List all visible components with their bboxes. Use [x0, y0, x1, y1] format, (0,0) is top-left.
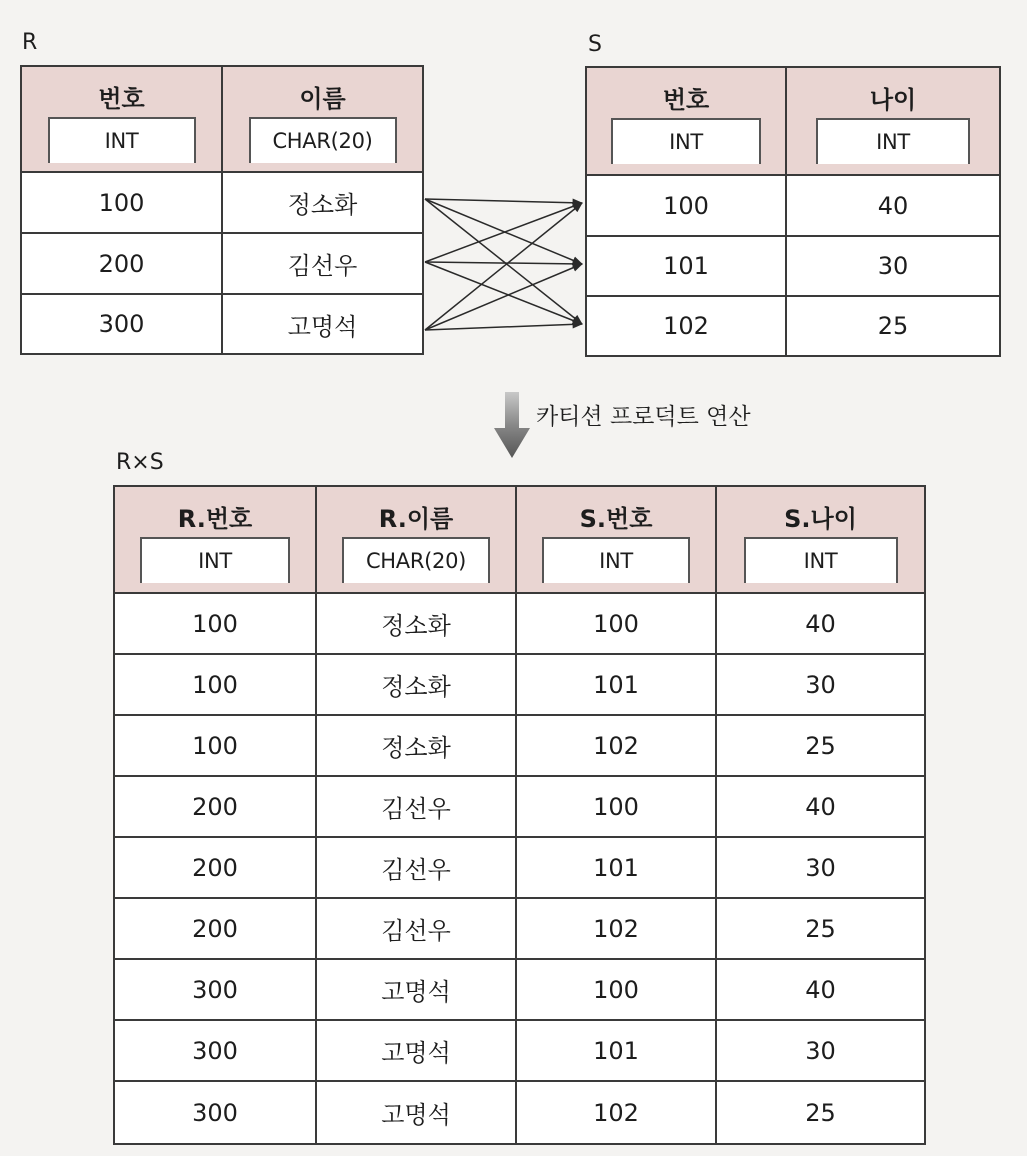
s-col-name: 번호	[662, 86, 710, 114]
result-cell: 25	[716, 898, 925, 959]
result-col-type: INT	[140, 537, 290, 583]
result-cell: 100	[516, 959, 716, 1020]
result-label: R×S	[116, 450, 164, 475]
s-cell: 30	[786, 236, 1000, 296]
result-cell: 101	[516, 837, 716, 898]
r-col-type: INT	[48, 117, 196, 163]
result-cell: 30	[716, 837, 925, 898]
result-cell: 101	[516, 1020, 716, 1081]
r-cell: 정소화	[222, 172, 423, 233]
r-col-name: 번호	[98, 85, 145, 113]
arrow-r2-s2	[425, 262, 582, 264]
r-col-name: 이름	[299, 85, 346, 113]
result-cell: 고명석	[316, 959, 516, 1020]
result-cell: 25	[716, 715, 925, 776]
result-header-cell	[516, 486, 716, 593]
result-cell: 30	[716, 1020, 925, 1081]
arrow-r3-s1	[425, 203, 582, 330]
result-cell: 300	[114, 959, 316, 1020]
result-col-name: S.번호	[579, 505, 653, 533]
result-cell: 100	[516, 776, 716, 837]
result-cell: 102	[516, 1081, 716, 1144]
result-cell: 300	[114, 1020, 316, 1081]
result-row	[114, 715, 925, 776]
s-cell: 100	[586, 175, 786, 236]
result-cell: 100	[114, 654, 316, 715]
result-row	[114, 898, 925, 959]
result-cell: 김선우	[316, 898, 516, 959]
operation-arrow-icon	[494, 392, 530, 458]
r-cell: 고명석	[222, 294, 423, 354]
result-cell: 102	[516, 898, 716, 959]
s-cell: 102	[586, 296, 786, 356]
result-header-cell	[716, 486, 925, 593]
result-cell: 200	[114, 776, 316, 837]
result-col-name: R.이름	[378, 505, 454, 533]
result-cell: 정소화	[316, 715, 516, 776]
result-header-cell	[114, 486, 316, 593]
arrow-r1-s1	[425, 199, 582, 203]
result-cell: 300	[114, 1081, 316, 1144]
result-cell: 정소화	[316, 593, 516, 654]
s-cell: 101	[586, 236, 786, 296]
s-col-type: INT	[611, 118, 761, 164]
r-col-type: CHAR(20)	[249, 117, 397, 163]
result-cell: 40	[716, 593, 925, 654]
result-cell: 40	[716, 959, 925, 1020]
result-col-type: INT	[542, 537, 690, 583]
arrow-r2-s1	[425, 203, 582, 262]
result-cell: 고명석	[316, 1081, 516, 1144]
result-row	[114, 1020, 925, 1081]
relation-r-label: R	[22, 30, 38, 55]
s-col-name: 나이	[869, 86, 917, 114]
result-row	[114, 654, 925, 715]
result-cell: 100	[516, 593, 716, 654]
result-cell: 30	[716, 654, 925, 715]
result-row	[114, 776, 925, 837]
s-col-type: INT	[816, 118, 970, 164]
result-cell: 40	[716, 776, 925, 837]
r-cell: 김선우	[222, 233, 423, 294]
result-col-type: CHAR(20)	[342, 537, 490, 583]
result-cell: 김선우	[316, 837, 516, 898]
result-table	[113, 485, 926, 1145]
arrow-r1-s2	[425, 199, 582, 264]
r-cell: 300	[21, 294, 222, 354]
result-header-cell	[316, 486, 516, 593]
result-cell: 200	[114, 837, 316, 898]
result-cell: 김선우	[316, 776, 516, 837]
result-cell: 25	[716, 1081, 925, 1144]
arrow-r2-s3	[425, 262, 582, 324]
relation-s-label: S	[588, 32, 602, 57]
result-row	[114, 1081, 925, 1144]
operation-label: 카티션 프로덕트 연산	[536, 404, 751, 430]
result-col-type: INT	[744, 537, 898, 583]
result-row	[114, 959, 925, 1020]
result-row	[114, 593, 925, 654]
s-cell: 25	[786, 296, 1000, 356]
result-col-name: S.나이	[784, 505, 857, 533]
r-cell: 200	[21, 233, 222, 294]
result-cell: 고명석	[316, 1020, 516, 1081]
result-col-name: R.번호	[177, 505, 253, 533]
result-cell: 100	[114, 593, 316, 654]
arrow-r1-s3	[425, 199, 582, 324]
result-cell: 200	[114, 898, 316, 959]
arrow-r3-s2	[425, 264, 582, 330]
result-cell: 101	[516, 654, 716, 715]
result-cell: 100	[114, 715, 316, 776]
s-cell: 40	[786, 175, 1000, 236]
result-cell: 정소화	[316, 654, 516, 715]
r-cell: 100	[21, 172, 222, 233]
arrow-r3-s3	[425, 324, 582, 330]
result-row	[114, 837, 925, 898]
result-cell: 102	[516, 715, 716, 776]
